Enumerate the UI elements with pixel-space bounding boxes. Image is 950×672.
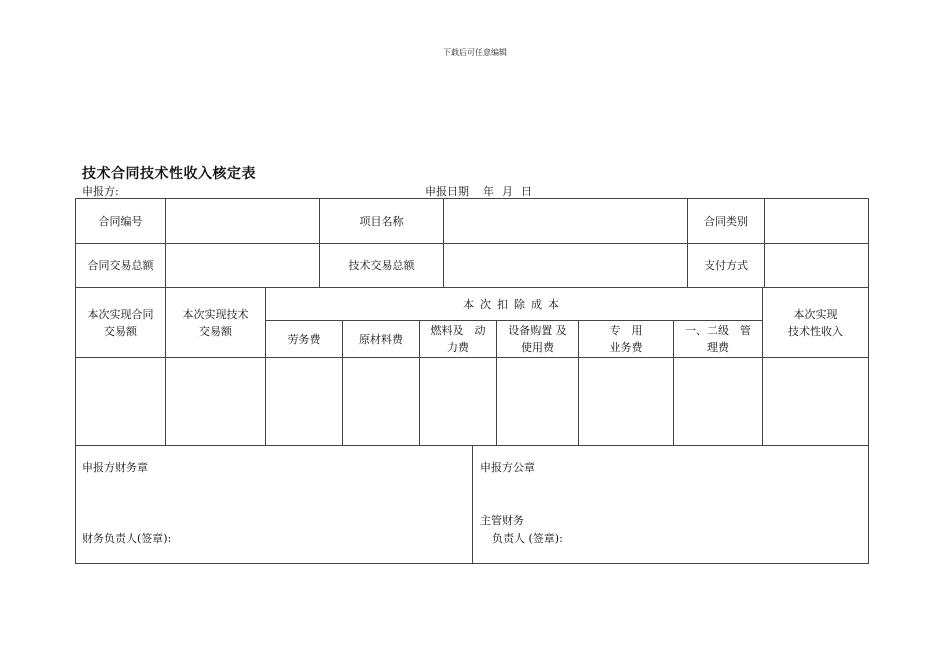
management-fee-field[interactable]: [674, 358, 762, 445]
payment-method-label: 支付方式: [704, 259, 748, 272]
contract-total-field[interactable]: [166, 244, 319, 287]
tech-total-label: 技术交易总额: [348, 259, 415, 272]
contract-total-label: 合同交易总额: [87, 259, 154, 272]
fuel-power-fee-header: 燃料及 动 力费: [430, 324, 486, 354]
report-date-label: 申报日期: [425, 185, 469, 198]
applicant-label: 申报方:: [82, 185, 119, 198]
report-date-year: 年: [483, 185, 494, 198]
current-contract-amount-header: 本次实现合同 交易额: [87, 307, 154, 338]
contract-no-label: 合同编号: [98, 214, 143, 228]
supervisor-label: 主管财务: [480, 514, 524, 527]
report-date-month: 月: [502, 185, 513, 198]
contract-type-label: 合同类别: [704, 214, 748, 228]
tech-income-field[interactable]: [763, 358, 868, 445]
page-header-note: 下载后可任意编辑: [443, 48, 507, 57]
current-tech-amount-header: 本次实现技术 交易额: [182, 307, 249, 338]
tech-total-field[interactable]: [444, 244, 687, 287]
labor-fee-header: 劳务费: [287, 332, 321, 346]
material-fee-header: 原材料费: [359, 332, 403, 346]
current-tech-amount-field[interactable]: [166, 358, 265, 445]
official-seal-label: 申报方公章: [480, 461, 535, 474]
fuel-power-fee-field[interactable]: [420, 358, 496, 445]
contract-type-field[interactable]: [765, 199, 868, 243]
equipment-fee-field[interactable]: [497, 358, 578, 445]
form-title: 技术合同技术性收入核定表: [82, 166, 256, 182]
finance-seal-label: 申报方财务章: [82, 461, 148, 474]
tech-income-header: 本次实现 技术性收入: [788, 307, 843, 338]
finance-head-signature-label: 财务负责人(签章):: [82, 532, 172, 545]
contract-no-field[interactable]: [166, 199, 319, 243]
project-name-label: 项目名称: [359, 214, 404, 228]
equipment-fee-header: 设备购置 及 使用费: [508, 324, 567, 354]
current-contract-amount-field[interactable]: [76, 358, 165, 445]
supervisor-signature-label: 负责人 (签章):: [492, 532, 563, 545]
special-business-fee-field[interactable]: [579, 358, 673, 445]
material-fee-field[interactable]: [343, 358, 419, 445]
report-date: [425, 183, 532, 199]
project-name-field[interactable]: [444, 199, 687, 243]
report-date-day: 日: [521, 185, 532, 198]
form-table: [75, 198, 869, 564]
payment-method-field[interactable]: [765, 244, 868, 287]
col-divider: [472, 445, 473, 563]
management-fee-header: 一、二级 管 理费: [685, 324, 751, 354]
special-business-fee-header: 专 用 业务费: [609, 324, 643, 354]
labor-fee-field[interactable]: [266, 358, 342, 445]
deduction-cost-header: 本次扣除成本: [463, 297, 565, 311]
